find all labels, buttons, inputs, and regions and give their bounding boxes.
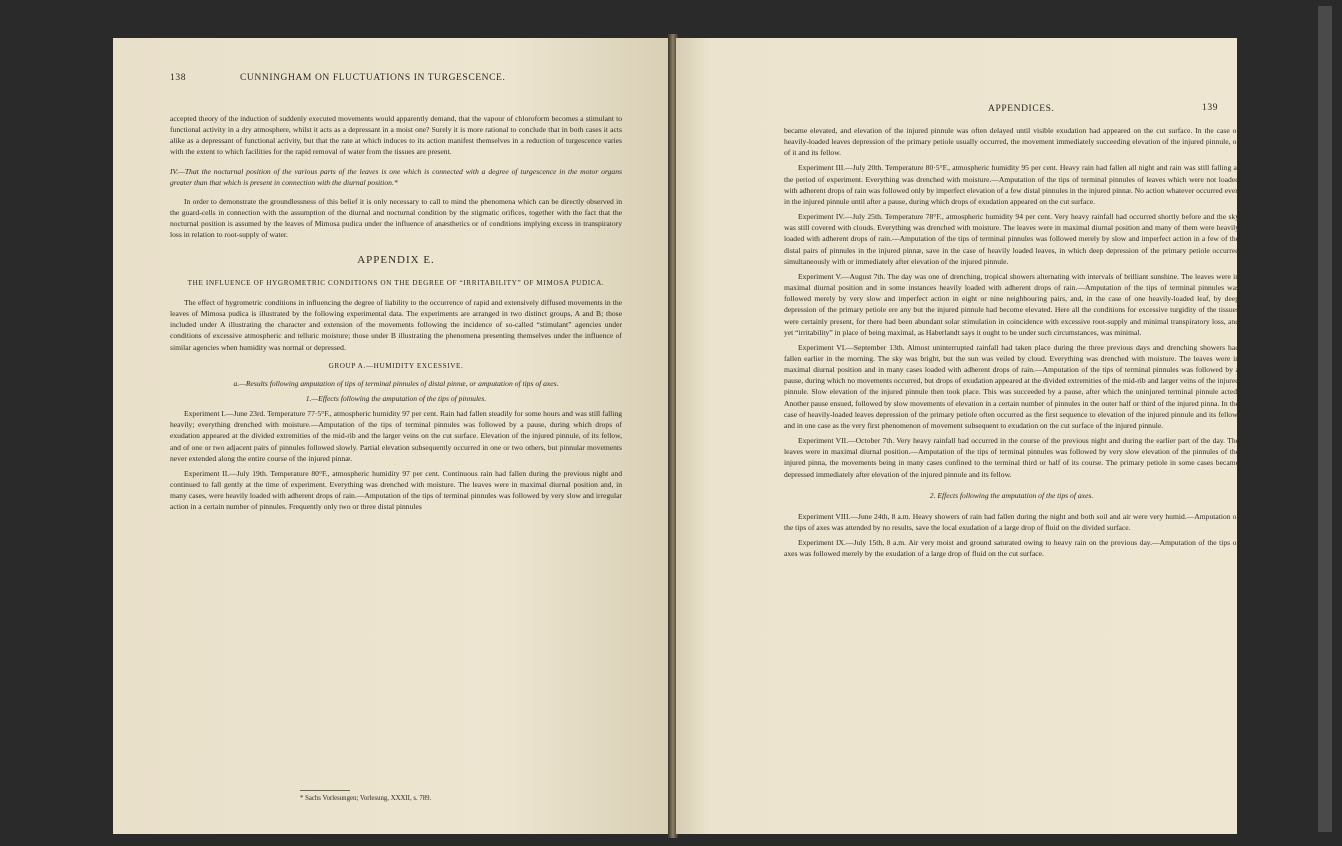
experiment-ii: Experiment II.—July 19th. Temperature 80°F., atmospheric humidity 97 per cent. Continuous rain had fallen during the previous night and continued to fall gently at the time of experiment. Everything was drenched with moisture. The leaves were in maximal diurnal position and, in many cases, were heavily loaded with adherent drops of rain.—Amputation of the tips of terminal pinnules was followed by very slow and irregular action in a certain number of pinnules. Frequently only two or three distal pinnules xyxy=(170,468,622,512)
footnote-rule xyxy=(300,790,350,791)
experiment-vii: Experiment VII.—October 7th. Very heavy rainfall had occurred in the course of the previous night and during the earlier part of the day. The leaves were in maximal diurnal position.—Amputation of the tips of terminal pinnules was followed by very slow elevation of the pinnules of the injured pinna, the movements being in many cases confined to the terminal third or half of its course. The primary petiole in some cases became depressed immediately after elevation of the injured pinnule and its fellow. xyxy=(784,436,1239,479)
scrollbar-strip xyxy=(1318,6,1332,832)
left-page-number: 138 xyxy=(170,73,187,83)
right-running-head: APPENDICES. xyxy=(988,104,1055,114)
experiment-i: Experiment I.—June 23rd. Temperature 77·5°F., atmospheric humidity 97 per cent. Rain had fallen steadily for some hours and was still falling heavily; everything drenched with moisture.—Amputation of the tips of terminal pinnules was followed by a pause, during which drops of exudation appeared at the divided extremities of the mid-rib and the larger veins on the cut surface. Elevation of the injured pinnule, of its fellow, and of one or two adjacent pairs of pinnules followed slowly. Partial elevation subsequently occurred in one or two others, but pinnular movements never extended along the entire course of the injured pinnæ. xyxy=(170,409,622,463)
appendix-title: APPENDIX E. xyxy=(357,253,435,266)
continued-paragraph: became elevated, and elevation of the injured pinnule was often delayed until visible exudation had appeared on the cut surface. In the case of heavily-loaded leaves depression of the primary petiole usually occurred, the movement immediately succeeding elevation of the injured pinnule, or of it and its fellow. xyxy=(784,126,1239,158)
intro-paragraph: accepted theory of the induction of suddenly executed movements would apparently demand, that the vapour of chloroform becomes a stimulant to functional activity in a dry atmosphere, whilst it acts as a depressant in a moist one? Surely it is more rational to conclude that in both cases it acts alike as a depressant of functional activity, but that the rate at which induces to its action manifest themselves in a reduction of turgescence varies with the extent to which facilities for the rapid removal of water from the tissues are present. xyxy=(170,114,622,157)
section-iv-heading: IV.—That the nocturnal position of the various parts of the leaves is one which is connected with a degree of turgescence in the motor organs greater than that which is present in connection with the diurnal position.* xyxy=(170,166,622,187)
left-column xyxy=(170,113,622,813)
experiment-iv: Experiment IV.—July 25th. Temperature 78°F., atmospheric humidity 94 per cent. Very heavy rainfall had occurred shortly before and the sky was still covered with clouds. Everything was drenched with moisture. The leaves were in maximal diurnal position and many of them were heavily loaded with adherent drops of rain.—Amputation of the tips of terminal pinnules was followed merely by slow and imperfect action in a few of the distal pairs of pinnules in the injured pinnæ, save in the case of heavily loaded leaves, in which deep depression of the primary petiole occurred simultaneously with or immediately after elevation of the injured pinnule. xyxy=(784,212,1239,266)
effects-pinnules-heading: 1.—Effects following the amputation of the tips of pinnules. xyxy=(305,393,487,403)
groundlessness-paragraph: In order to demonstrate the groundlessness of this belief it is only necessary to call to mind the phenomena which can be directly observed in the guard-cells in connection with the assumption of the diurnal and nocturnal condition by the stigmatic orifices, together with the fact that the nocturnal position is assumed by the leaves of Mimosa pudica under the influence of anæsthetics or of conditions implying excess in transpiratory loss in relation to root-supply of water. xyxy=(170,196,622,240)
effect-paragraph: The effect of hygrometric conditions in influencing the degree of liability to the occurrence of rapid and extensively diffused movements in the leaves of Mimosa pudica is illustrated by the following experimental data. The experiments are arranged in two distinct groups, A and B; those included under A illustrating the character and extension of the movements following the incidence of so-called “stimulant” agencies under conditions of excessive atmospheric and telluric moisture; those under B illustrating the phenomena presenting themselves under the influence of similar agencies when humidity was normal or depressed. xyxy=(170,297,622,352)
experiment-v: Experiment V.—August 7th. The day was one of drenching, tropical showers alternating with intervals of brilliant sunshine. The leaves were in maximal diurnal position and in some instances heavily loaded with adherent drops of rain.—Amputation of the tips of terminal pinnules was followed merely by very slow and imperfect action in eight or nine neighbouring pairs, and, in the case of one heavily-loaded leaf, by deep depression of the primary petiole ere any but the injured pinnule had become elevated. Here all the conditions for excessive turgidity of the tissues were certainly present, for there had been abundant solar stimulation in coincidence with excessive root-supply and minimal transpiratory loss, and yet “irritability” in place of being maximal, as Haberlandt says it ought to be under such circumstances, was minimal. xyxy=(784,271,1239,337)
experiment-ix: Experiment IX.—July 15th, 8 a.m. Air very moist and ground saturated owing to heavy rain on the previous day.—Amputation of the tips of axes was followed merely by the exudation of a large drop of fluid on the cut surface. xyxy=(784,538,1239,559)
right-page-number: 139 xyxy=(1202,103,1219,113)
results-heading: a.—Results following amputation of tips of terminal pinnules of distal pinnæ, or amputation of tips of axes. xyxy=(233,378,559,388)
appendix-subtitle: THE INFLUENCE OF HYGROMETRIC CONDITIONS ON THE DEGREE OF “IRRITABILITY” OF MIMOSA PUDICA. xyxy=(187,278,605,287)
left-running-head: CUNNINGHAM ON FLUCTUATIONS IN TURGESCENCE. xyxy=(240,73,506,83)
footnote: * Sachs Vorlesungen; Vorlesung, XXXII, s. 789. xyxy=(300,795,432,802)
experiment-viii: Experiment VIII.—June 24th, 8 a.m. Heavy showers of rain had fallen during the night and both soil and air were very humid.—Amputation of the tips of axes was attended by no results, save the local exudation of a large drop of fluid on the divided surface. xyxy=(784,511,1239,532)
experiment-vi: Experiment VI.—September 13th. Almost uninterrupted rainfall had taken place during the three previous days and drenching showers had fallen earlier in the morning. The sky was bright, but the sun was veiled by cloud. Everything was drenched with moisture. The leaves were in maximal diurnal position and in many cases loaded with adherent drops of rain.—Amputation of the tips of terminal pinnules was followed by a pause, during which no movements occurred, but drops of exudation appeared at the divided extremities of the mid-rib and larger veins of the injured pinnule. Slow elevation of the injured pinnule then took place. This was succeeded by a pause, after which the uninjured terminal pinnule acted. Another pause ensued, followed by slow movements of elevation in a certain number of pinnules in the outer half or third of the injured pinna. In the case of heavily-loaded leaves depression of the primary petiole often occurred as the first sequence to elevation of the injured pinnule and its fellow, and in one case as the very first phenomenon of movement subsequent to exudation on the cut surface of the injured pinnule. xyxy=(784,342,1239,430)
effects-axes-heading: 2. Effects following the amputation of the tips of axes. xyxy=(929,490,1094,500)
group-a-heading: GROUP A.—HUMIDITY EXCESSIVE. xyxy=(328,361,464,370)
experiment-iii: Experiment III.—July 20th. Temperature 80·5°F., atmospheric humidity 95 per cent. Heavy rain had fallen all night and rain was still falling at the period of experiment. Everything was drenched with moisture.—Amputation of the tips of terminal pinnules of leaves which were not loaded with adherent drops of rain was followed only by imperfect elevation of a few distal pinnules in the injured pinnæ. No action whatever occurred even in the injured pinnule until after a pause, during which drops of exudation appeared on the cut surface. xyxy=(784,163,1239,206)
right-column xyxy=(784,125,1239,825)
